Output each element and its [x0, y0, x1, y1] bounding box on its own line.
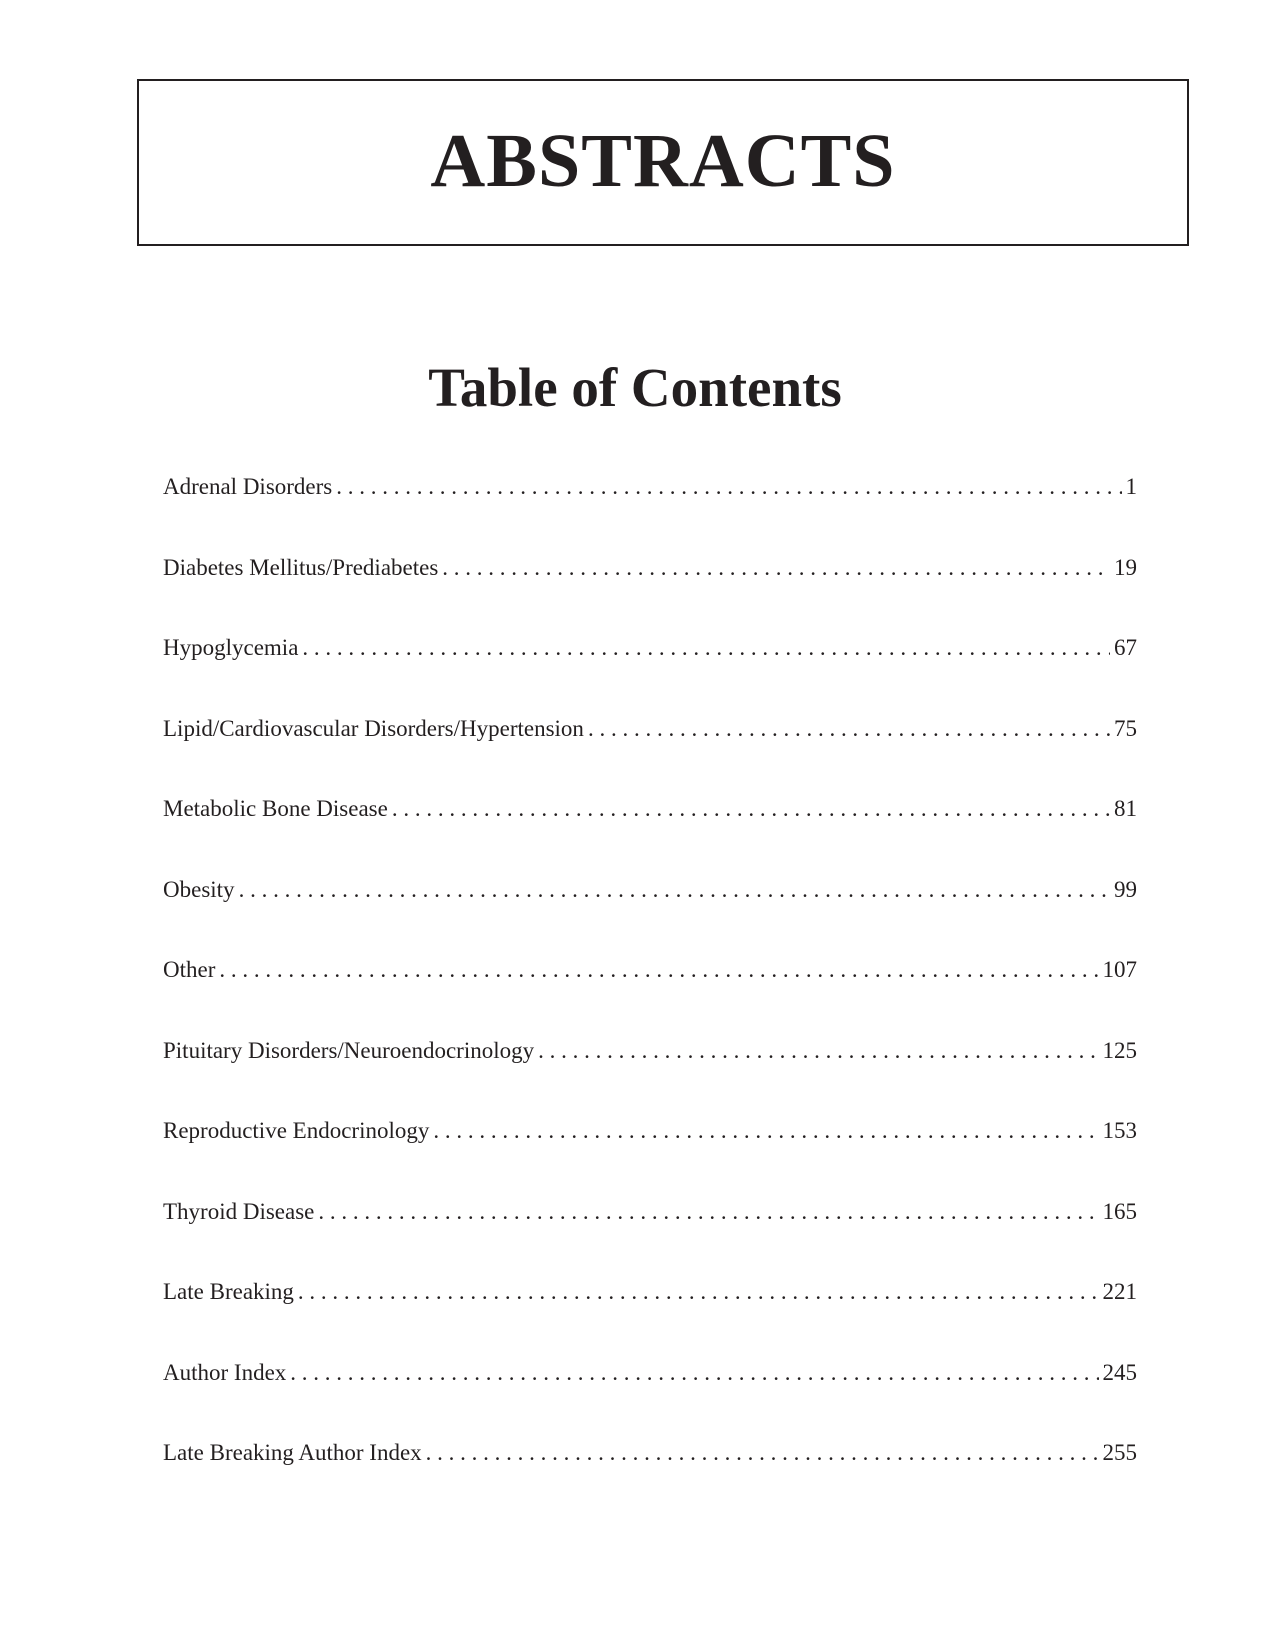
toc-dot-leader — [433, 1116, 1098, 1146]
toc-dot-leader — [302, 633, 1110, 663]
toc-entry-reproductive[interactable] — [163, 1116, 1137, 1197]
toc-dot-leader — [426, 1438, 1099, 1468]
toc-entry-metabolic-bone[interactable] — [163, 794, 1137, 875]
banner-title: ABSTRACTS — [430, 118, 896, 203]
toc-entry-label: Late Breaking — [163, 1279, 294, 1304]
toc-entry-page: 99 — [1114, 876, 1137, 902]
toc-entry-label: Metabolic Bone Disease — [163, 796, 388, 821]
toc-entry-diabetes[interactable] — [163, 553, 1137, 634]
toc-dot-leader — [336, 472, 1121, 502]
toc-entry-page: 81 — [1114, 796, 1137, 821]
toc-dot-leader — [392, 794, 1110, 824]
toc-entry-author-index[interactable] — [163, 1358, 1137, 1439]
toc-entry-label: Obesity — [163, 876, 235, 902]
toc-entry-pituitary[interactable] — [163, 1036, 1137, 1117]
toc-entry-adrenal-disorders[interactable] — [163, 472, 1137, 553]
toc-entry-obesity[interactable] — [163, 875, 1137, 956]
toc-dot-leader — [219, 955, 1098, 985]
toc-entry-page: 75 — [1114, 715, 1137, 741]
toc-dot-leader — [538, 1036, 1098, 1066]
toc-entry-page: 67 — [1114, 635, 1137, 660]
toc-entry-label: Lipid/Cardiovascular Disorders/Hypertension — [163, 715, 584, 741]
toc-entry-hypoglycemia[interactable] — [163, 633, 1137, 714]
toc-entry-page: 221 — [1102, 1279, 1137, 1304]
toc-entry-label: Author Index — [163, 1359, 287, 1385]
toc-dot-leader — [442, 553, 1110, 583]
toc-entry-page: 165 — [1102, 1198, 1137, 1224]
toc-entry-lipid-cardiovascular[interactable] — [163, 714, 1137, 795]
toc-entry-other[interactable] — [163, 955, 1137, 1036]
toc-entry-label: Thyroid Disease — [163, 1198, 315, 1224]
toc-list — [163, 472, 1137, 1519]
abstracts-banner — [137, 79, 1189, 246]
toc-entry-page: 255 — [1102, 1440, 1137, 1465]
toc-entry-late-breaking[interactable] — [163, 1277, 1137, 1358]
toc-entry-label: Hypoglycemia — [163, 635, 299, 660]
toc-entry-page: 153 — [1102, 1118, 1137, 1143]
toc-dot-leader — [588, 714, 1110, 744]
toc-entry-late-breaking-author-index[interactable] — [163, 1438, 1137, 1519]
toc-entry-label: Diabetes Mellitus/Prediabetes — [163, 554, 439, 580]
toc-entry-thyroid[interactable] — [163, 1197, 1137, 1278]
toc-heading: Table of Contents — [428, 357, 842, 418]
toc-entry-label: Adrenal Disorders — [163, 474, 333, 499]
toc-entry-page: 107 — [1102, 957, 1137, 982]
toc-dot-leader — [298, 1277, 1099, 1307]
toc-entry-label: Other — [163, 957, 216, 982]
toc-entry-page: 245 — [1102, 1359, 1137, 1385]
toc-entry-label: Reproductive Endocrinology — [163, 1118, 430, 1143]
toc-dot-leader — [239, 875, 1110, 905]
toc-entry-page: 125 — [1102, 1037, 1137, 1063]
toc-dot-leader — [318, 1197, 1098, 1227]
toc-dot-leader — [290, 1358, 1098, 1388]
toc-entry-page: 19 — [1114, 554, 1137, 580]
toc-entry-label: Late Breaking Author Index — [163, 1440, 422, 1465]
toc-entry-page: 1 — [1125, 474, 1137, 499]
toc-entry-label: Pituitary Disorders/Neuroendocrinology — [163, 1037, 535, 1063]
